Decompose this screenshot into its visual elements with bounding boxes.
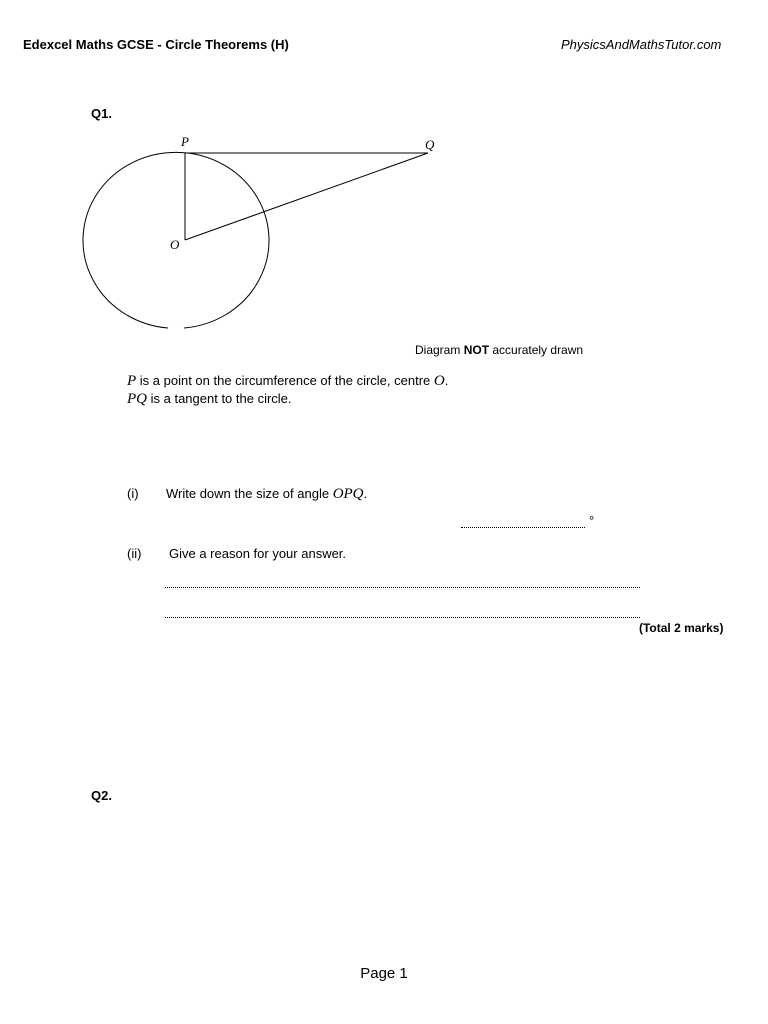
question-1-label: Q1. xyxy=(91,106,112,121)
site-name: PhysicsAndMathsTutor.com xyxy=(561,37,722,52)
diagram-caption: Diagram NOT accurately drawn xyxy=(415,343,584,357)
page-number: Page 1 xyxy=(360,965,408,982)
circle-tangent-diagram xyxy=(0,0,768,360)
part-i-number: (i) xyxy=(127,486,139,501)
total-marks: (Total 2 marks) xyxy=(639,621,724,635)
answer-line-i[interactable] xyxy=(461,527,585,528)
part-ii-question: Give a reason for your answer. xyxy=(169,546,347,561)
point-q-label: Q xyxy=(425,137,435,152)
statement-1: P is a point on the circumference of the circle, centre O. xyxy=(127,373,449,389)
degree-symbol: ° xyxy=(589,513,595,528)
part-i-question: Write down the size of angle OPQ. xyxy=(166,486,368,502)
point-p-label: P xyxy=(181,134,189,149)
line-oq xyxy=(185,153,428,240)
answer-line-ii-1[interactable] xyxy=(165,587,640,588)
question-2-label: Q2. xyxy=(91,788,112,803)
statement-2: PQ is a tangent to the circle. xyxy=(127,391,292,407)
answer-line-ii-2[interactable] xyxy=(165,617,640,618)
document-title: Edexcel Maths GCSE - Circle Theorems (H) xyxy=(23,37,289,52)
part-ii-number: (ii) xyxy=(127,546,142,561)
point-o-label: O xyxy=(170,237,180,252)
